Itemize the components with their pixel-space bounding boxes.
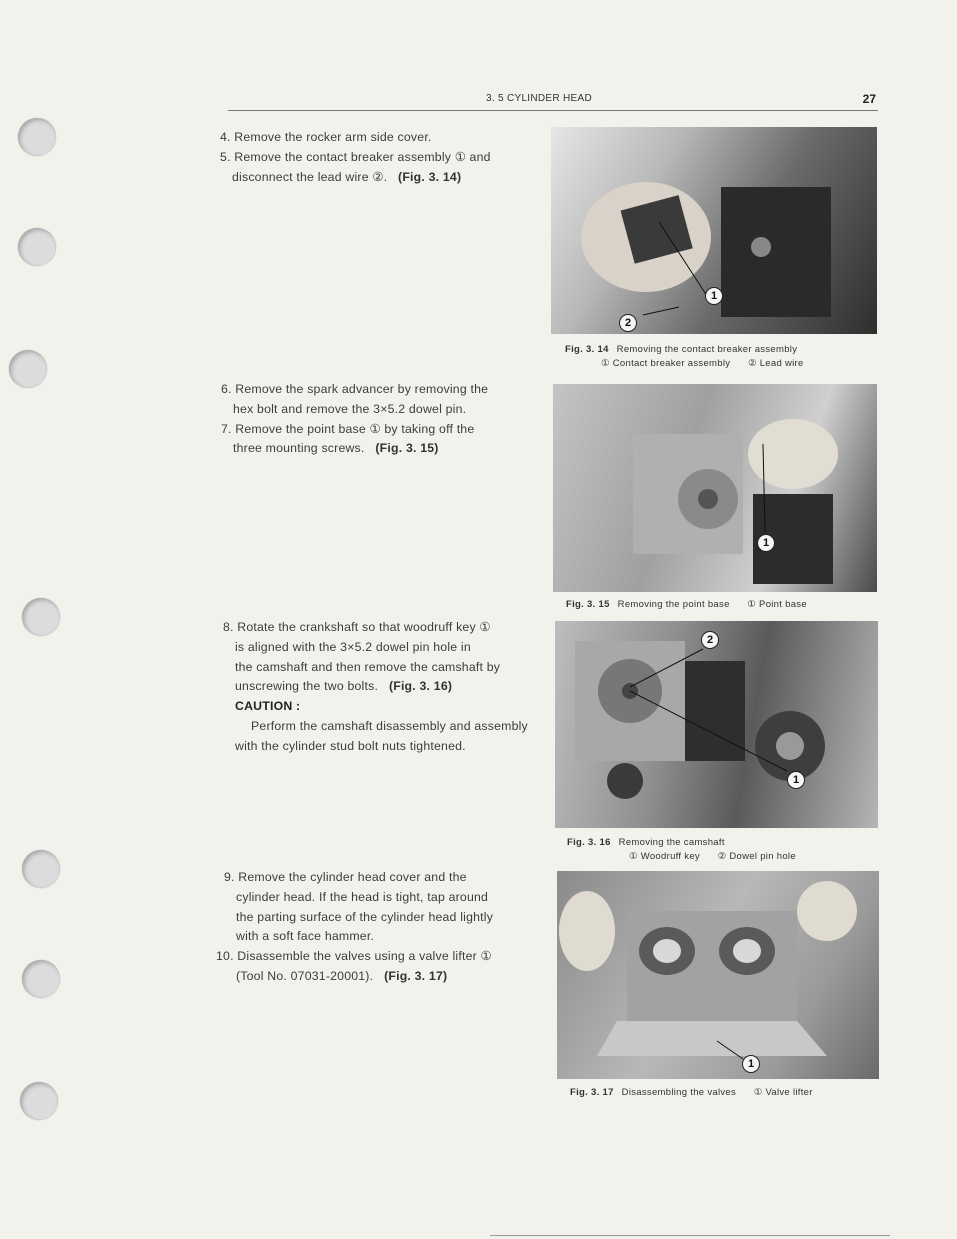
figure-title: Disassembling the valves bbox=[621, 1087, 737, 1098]
caption-items bbox=[565, 357, 875, 371]
figure-number: Fig. 3. 15 bbox=[566, 599, 610, 610]
step-5-line1: 5. Remove the contact breaker assembly ① and bbox=[220, 149, 491, 164]
callout-1: 1 bbox=[757, 534, 775, 552]
binder-hole bbox=[20, 1082, 58, 1120]
caution-line2: with the cylinder stud bolt nuts tightened. bbox=[235, 738, 466, 753]
photo-fig-3-14 bbox=[551, 127, 877, 334]
steps-9-10 bbox=[216, 868, 526, 987]
step-7-line2 bbox=[221, 439, 526, 459]
photo-fig-3-17 bbox=[557, 871, 879, 1079]
step-8-line4 bbox=[223, 677, 528, 697]
steps-6-7 bbox=[221, 380, 526, 459]
page-header bbox=[228, 92, 878, 112]
binder-hole bbox=[18, 228, 56, 266]
step-8 bbox=[223, 618, 528, 757]
caption-title-line bbox=[565, 343, 875, 357]
figure-item: ① Woodruff key bbox=[629, 851, 700, 862]
steps-4-5 bbox=[220, 128, 525, 187]
binder-hole bbox=[22, 598, 60, 636]
binder-hole bbox=[22, 850, 60, 888]
photo-fig-3-16 bbox=[555, 621, 878, 828]
figure-item: ① Point base bbox=[747, 599, 807, 610]
caption-fig-3-16 bbox=[567, 836, 877, 864]
fig-ref-3-14: (Fig. 3. 14) bbox=[398, 169, 462, 184]
callout-1: 1 bbox=[742, 1055, 760, 1073]
step-9-line2: cylinder head. If the head is tight, tap around bbox=[236, 889, 489, 904]
caution-label: CAUTION : bbox=[235, 699, 301, 714]
step-9-line3: the parting surface of the cylinder head lightly bbox=[236, 909, 494, 924]
step-10-line2 bbox=[216, 967, 526, 987]
header-rule bbox=[228, 110, 878, 111]
fig-ref-3-17: (Fig. 3. 17) bbox=[384, 968, 448, 983]
step-10-line1: 10. Disassemble the valves using a valve lifter ① bbox=[216, 949, 492, 964]
caption-fig-3-15 bbox=[566, 598, 876, 612]
step-10-text: (Tool No. 07031-20001). bbox=[236, 968, 374, 983]
binder-hole bbox=[9, 350, 47, 388]
caution-line1: Perform the camshaft disassembly and assembly bbox=[251, 718, 528, 733]
figure-item: ② Dowel pin hole bbox=[717, 851, 796, 862]
caption-fig-3-14 bbox=[565, 343, 875, 371]
step-5-line2 bbox=[220, 168, 525, 188]
step-6-line2: hex bolt and remove the 3×5.2 dowel pin. bbox=[233, 401, 467, 416]
figure-number: Fig. 3. 14 bbox=[565, 344, 609, 355]
step-4: 4. Remove the rocker arm side cover. bbox=[220, 130, 432, 144]
figure-item: ② Lead wire bbox=[747, 358, 804, 369]
step-8-line3: the camshaft and then remove the camshaft by bbox=[235, 659, 501, 674]
fig-ref-3-15: (Fig. 3. 15) bbox=[375, 441, 439, 456]
figure-item: ① Contact breaker assembly bbox=[601, 358, 731, 369]
callout-2: 2 bbox=[619, 314, 637, 332]
section-title: 3. 5 CYLINDER HEAD bbox=[486, 93, 592, 104]
photo-fig-3-15-drawing bbox=[553, 384, 877, 592]
page-number: 27 bbox=[862, 92, 876, 106]
callout-1: 1 bbox=[705, 287, 723, 305]
figure-title: Removing the point base bbox=[617, 599, 730, 610]
callout-1: 1 bbox=[787, 771, 805, 789]
binder-hole bbox=[18, 118, 56, 156]
step-7-text: three mounting screws. bbox=[233, 441, 365, 456]
photo-fig-3-17-drawing bbox=[557, 871, 879, 1079]
photo-fig-3-16-drawing bbox=[555, 621, 878, 828]
photo-fig-3-15 bbox=[553, 384, 877, 592]
figure-item: ① Valve lifter bbox=[753, 1087, 813, 1098]
step-7-line1: 7. Remove the point base ① by taking off the bbox=[221, 421, 475, 436]
figure-number: Fig. 3. 16 bbox=[567, 837, 611, 848]
figure-title: Removing the contact breaker assembly bbox=[616, 344, 798, 355]
callout-2: 2 bbox=[701, 631, 719, 649]
footer-rule bbox=[490, 1235, 890, 1236]
figure-number: Fig. 3. 17 bbox=[570, 1087, 614, 1098]
step-8-text: unscrewing the two bolts. bbox=[235, 679, 379, 694]
step-9-line1: 9. Remove the cylinder head cover and the bbox=[224, 870, 467, 884]
step-8-line1: 8. Rotate the crankshaft so that woodruff key ① bbox=[223, 620, 491, 634]
caption-items bbox=[567, 850, 877, 864]
step-9-line4: with a soft face hammer. bbox=[236, 929, 375, 944]
step-5-text: disconnect the lead wire ②. bbox=[232, 169, 388, 184]
step-8-line2: is aligned with the 3×5.2 dowel pin hole in bbox=[235, 639, 471, 654]
fig-ref-3-16: (Fig. 3. 16) bbox=[388, 679, 453, 694]
figure-title: Removing the camshaft bbox=[618, 837, 725, 848]
binder-hole bbox=[22, 960, 60, 998]
caption-title-line bbox=[567, 836, 877, 850]
caption-fig-3-17 bbox=[570, 1086, 880, 1100]
step-6-line1: 6. Remove the spark advancer by removing the bbox=[221, 382, 489, 396]
